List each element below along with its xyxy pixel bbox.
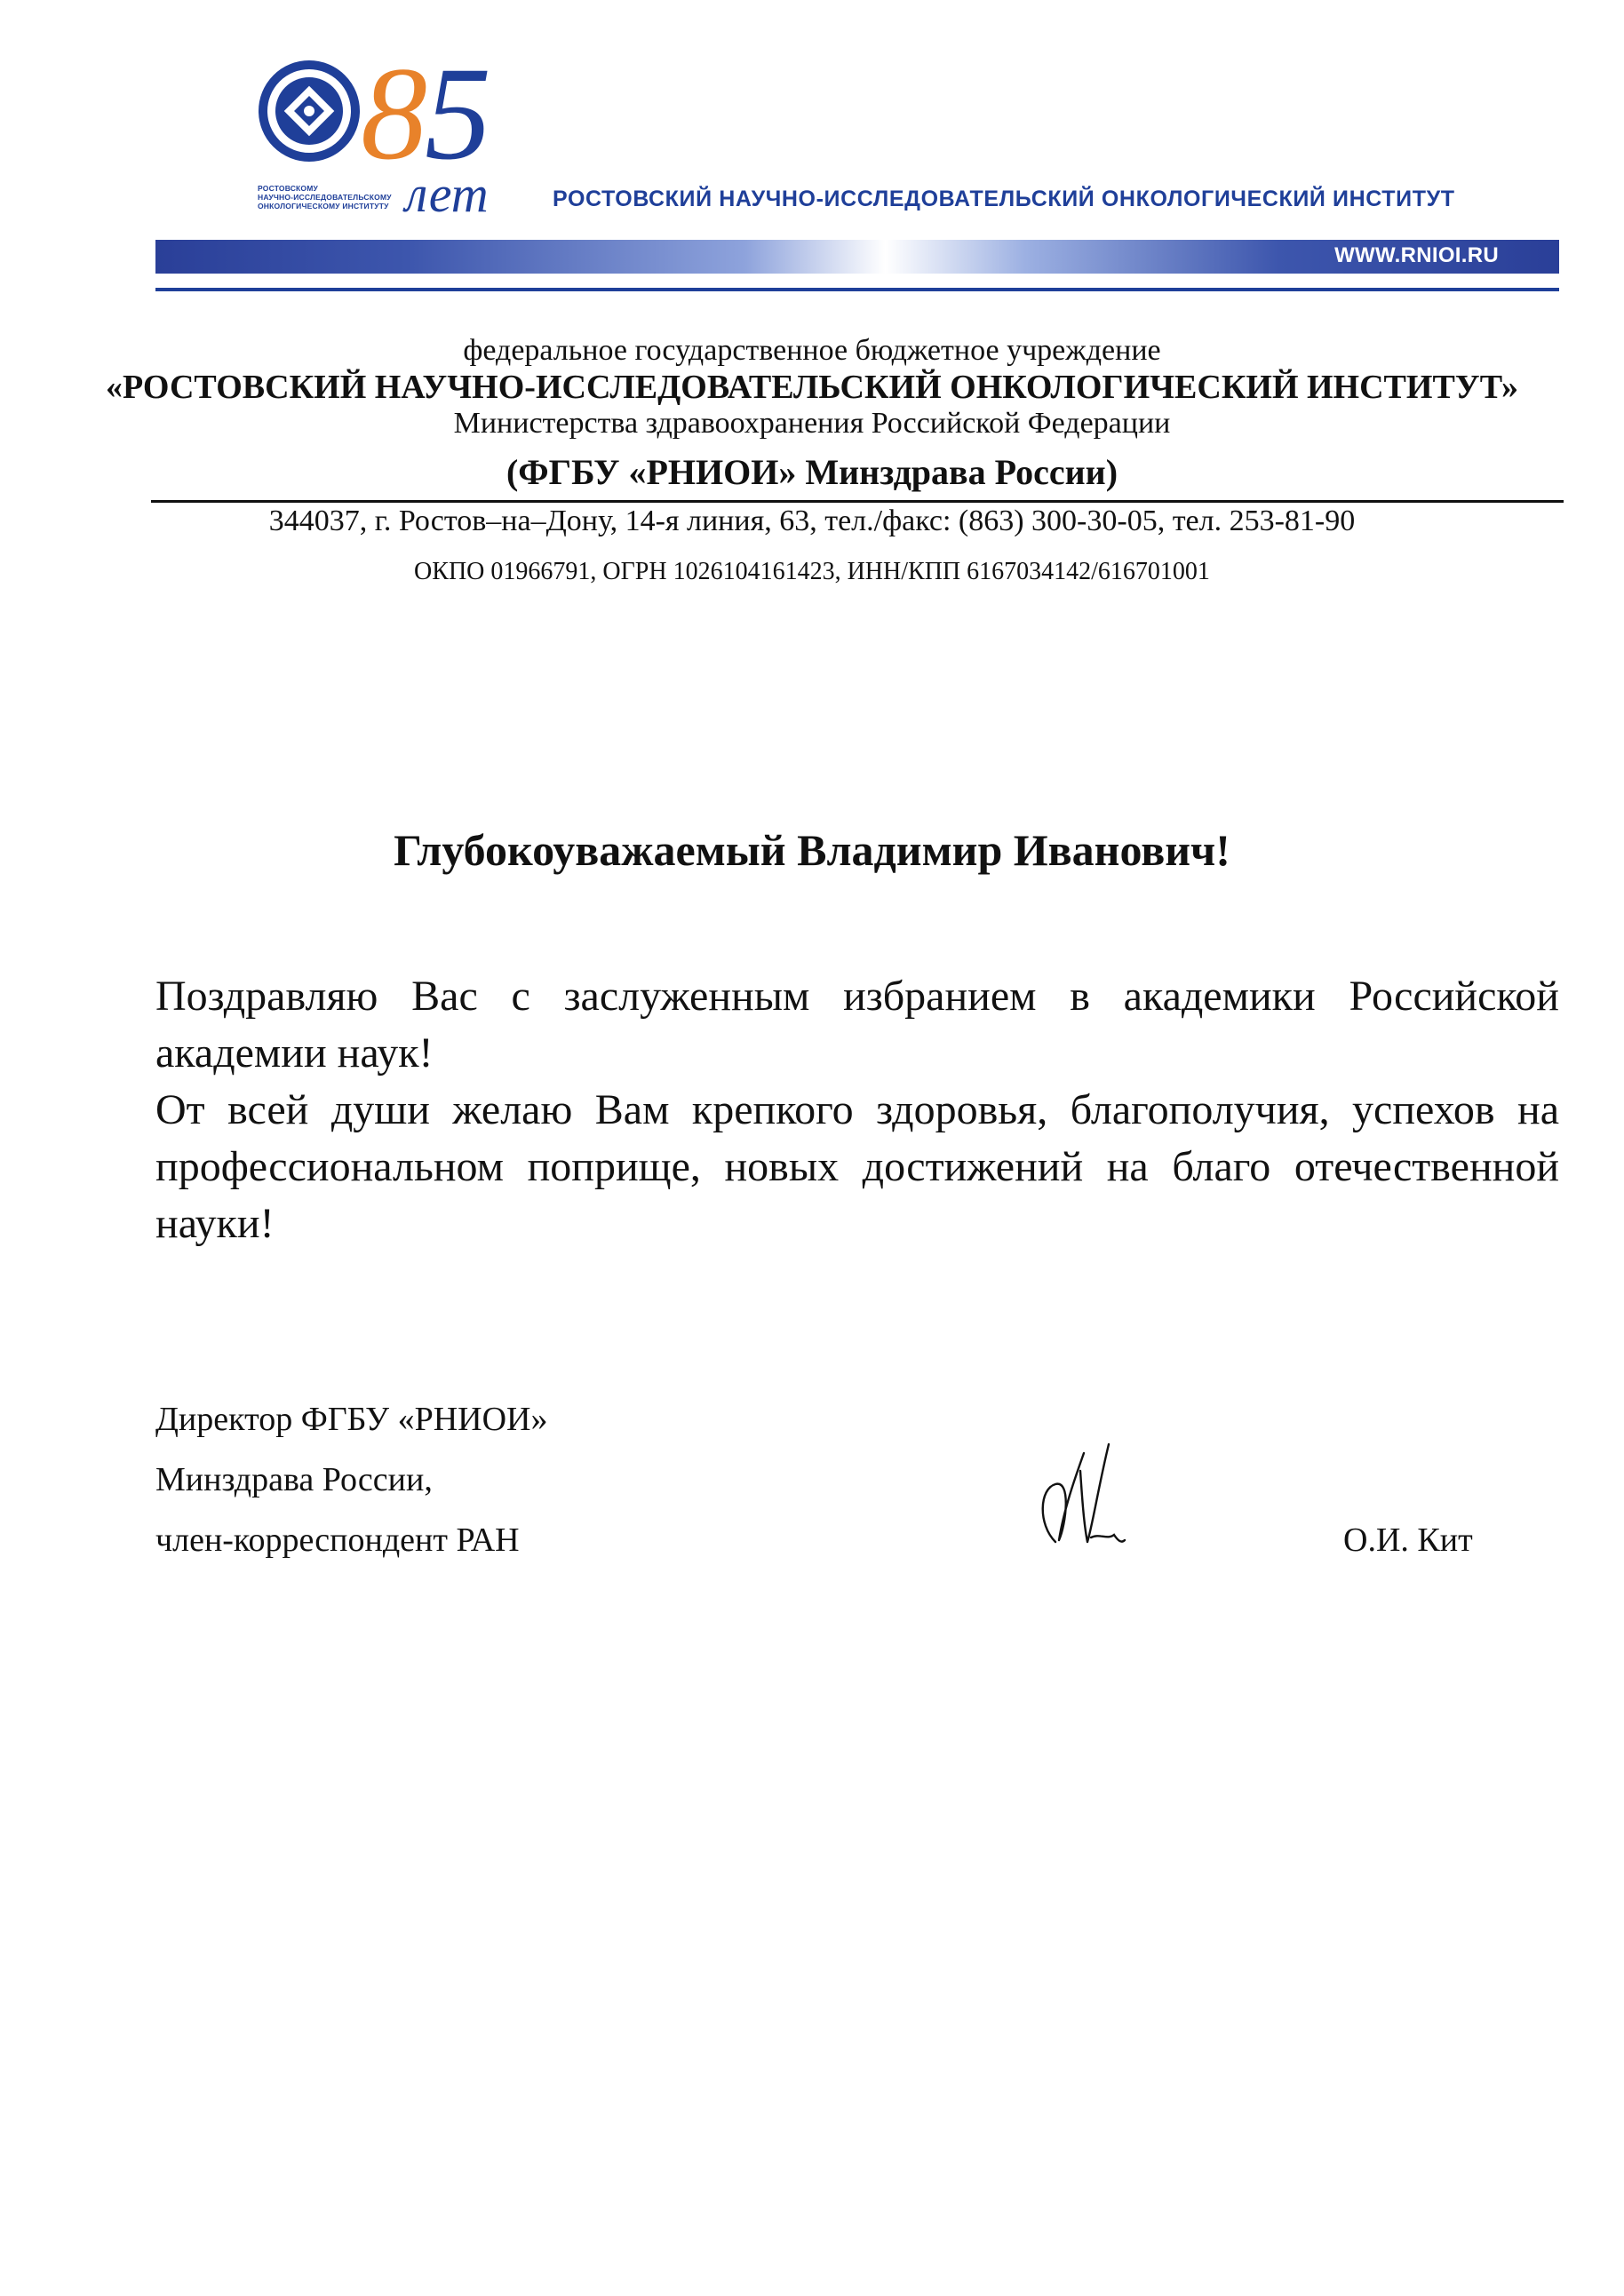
logo-caption: [258, 184, 409, 211]
letterhead-short-name: (ФГБУ «РНИОИ» Минздрава России): [506, 452, 1118, 492]
letter-paragraph: От всей души желаю Вам крепкого здоровья, благополучия, успехов на профессиональном поприще, новых достижений на благо отечественной науки!: [155, 1086, 1559, 1247]
logo-caption-line: НАУЧНО-ИССЛЕДОВАТЕЛЬСКОМУ: [258, 193, 392, 202]
letter-salutation: Глубокоуважаемый Владимир Иванович!: [394, 825, 1230, 875]
logo-caption-line: РОСТОВСКОМУ: [258, 184, 319, 193]
website-url: WWW.RNIOI.RU: [1334, 243, 1499, 267]
letterhead-type: федеральное государственное бюджетное учреждение: [463, 334, 1161, 367]
signatory-rank: член-корреспондент РАН: [155, 1521, 520, 1559]
institute-name-header: РОСТОВСКИЙ НАУЧНО-ИССЛЕДОВАТЕЛЬСКИЙ ОНКОЛОГИЧЕСКИЙ ИНСТИТУТ: [553, 187, 1455, 211]
letter-paragraph: Поздравляю Вас с заслуженным избранием в академики Российской академии наук!: [155, 973, 1559, 1076]
handwritten-signature-icon: [1029, 1435, 1126, 1560]
logo-caption-line: ОНКОЛОГИЧЕСКОМУ ИНСТИТУТУ: [258, 202, 389, 211]
letterhead-institute: «РОСТОВСКИЙ НАУЧНО-ИССЛЕДОВАТЕЛЬСКИЙ ОНКОЛОГИЧЕСКИЙ ИНСТИТУТ»: [105, 369, 1519, 406]
signatory-ministry: Минздрава России,: [155, 1461, 433, 1498]
signatory-name: О.И. Кит: [1343, 1521, 1473, 1559]
letterhead-rule: [151, 500, 1564, 503]
letterhead-address: 344037, г. Ростов–на–Дону, 14-я линия, 63, тел./факс: (863) 300-30-05, тел. 253-81-90: [268, 504, 1356, 537]
header-band: [155, 240, 1559, 274]
signatory-title: Директор ФГБУ «РНИОИ»: [155, 1401, 548, 1438]
header-divider: [155, 288, 1559, 291]
letterhead-ministry: Министерства здравоохранения Российской Федерации: [453, 407, 1171, 440]
svg-text:5: 5: [425, 53, 491, 187]
letterhead-codes: ОКПО 01966791, ОГРН 1026104161423, ИНН/КПП 6167034142/616701001: [414, 558, 1210, 585]
svg-text:8: 8: [361, 53, 427, 187]
svg-text:лет: лет: [405, 165, 489, 222]
